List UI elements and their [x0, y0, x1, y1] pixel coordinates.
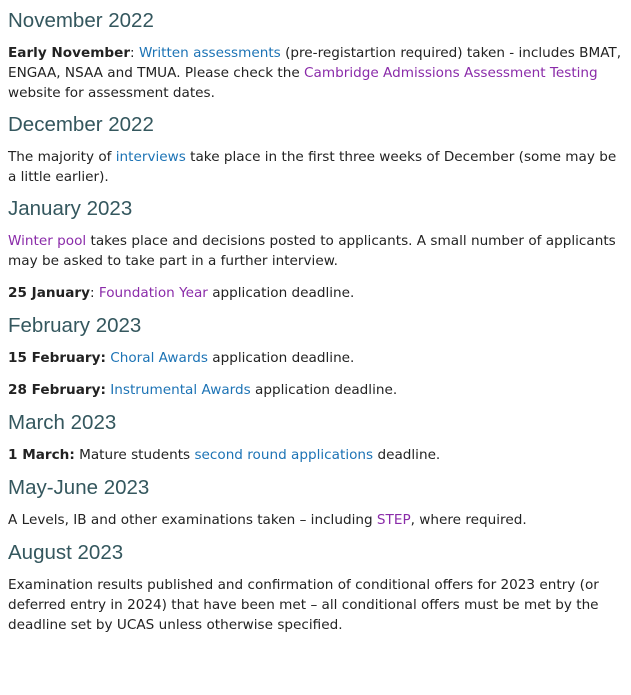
instrumental-awards-link[interactable]: Instrumental Awards — [110, 382, 251, 398]
step-link[interactable]: STEP — [376, 512, 411, 528]
section-heading-august-2023: August 2023 — [8, 541, 124, 564]
paragraph-15-february: 15 February: Choral Awards application deadline. — [8, 350, 355, 366]
written-assessments-link[interactable]: Written assessments — [138, 45, 281, 61]
foundation-year-link[interactable]: Foundation Year — [98, 285, 208, 301]
paragraph-interviews: The majority of interviews take place in the first three weeks of December (some may be a little earlier). — [8, 149, 617, 185]
section-heading-march-2023: March 2023 — [8, 411, 117, 434]
section-heading-november-2022: November 2022 — [8, 9, 154, 32]
date-label: 25 January — [8, 285, 90, 301]
second-round-applications-link[interactable]: second round applications — [194, 447, 374, 463]
paragraph-early-november: Early November: Written assessments (pre-registartion required) taken - includes BMAT, ENGAA, NSAA and TMUA. Please check the Cambridge Admissions Assessment Testing website for assessment dates. — [8, 45, 622, 101]
paragraph-28-february: 28 February: Instrumental Awards application deadline. — [8, 382, 398, 398]
paragraph-25-january: 25 January: Foundation Year application deadline. — [8, 285, 355, 301]
section-heading-january-2023: January 2023 — [8, 197, 133, 220]
section-heading-february-2023: February 2023 — [8, 314, 142, 337]
section-heading-december-2022: December 2022 — [8, 113, 154, 136]
paragraph-winter-pool: Winter pool takes place and decisions posted to applicants. A small number of applicants may be asked to take part in a further interview. — [8, 233, 616, 269]
date-label: 1 March: — [8, 447, 75, 463]
paragraph-examinations: A Levels, IB and other examinations taken – including STEP, where required. — [8, 512, 527, 528]
interviews-link[interactable]: interviews — [115, 149, 186, 165]
choral-awards-link[interactable]: Choral Awards — [110, 350, 208, 366]
paragraph-results: Examination results published and confirmation of conditional offers for 2023 entry (or deferred entry in 2024) that have been met – all conditional offers must be met by the deadline set by UCAS unless otherwise specified. — [8, 577, 599, 633]
paragraph-1-march: 1 March: Mature students second round applications deadline. — [8, 447, 441, 463]
winter-pool-link[interactable]: Winter pool — [8, 233, 87, 249]
date-label: 28 February: — [8, 382, 106, 398]
admissions-timeline — [0, 8, 631, 635]
cambridge-admissions-assessment-testing-link[interactable]: Cambridge Admissions Assessment Testing — [304, 65, 598, 81]
date-label: Early November — [8, 45, 131, 61]
section-heading-may-june-2023: May-June 2023 — [8, 476, 150, 499]
date-label: 15 February: — [8, 350, 106, 366]
